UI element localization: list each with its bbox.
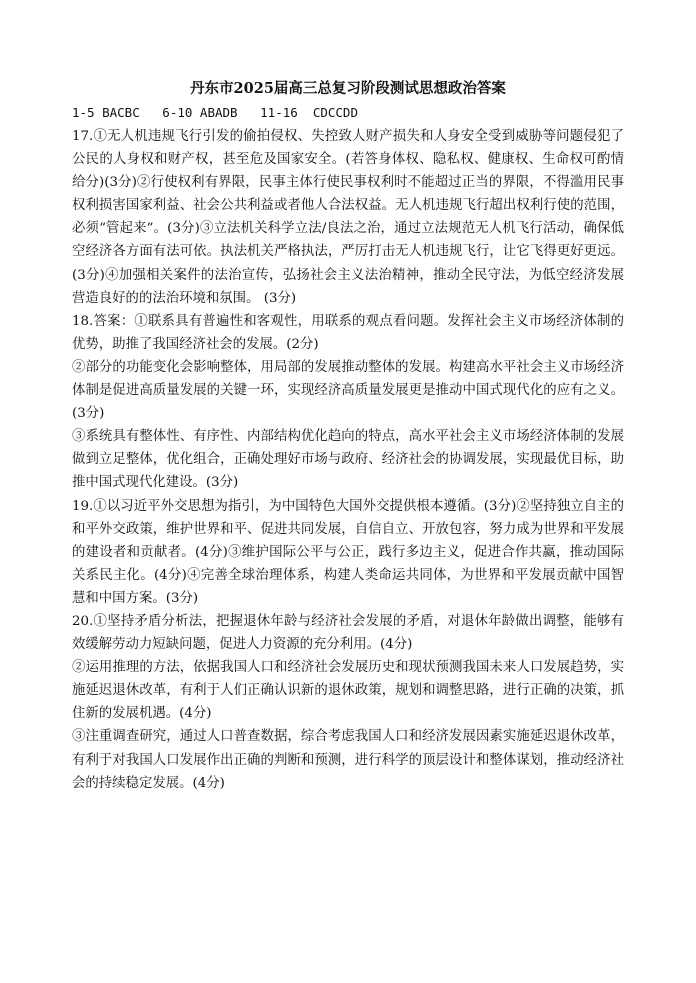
question-20-answer-part-2: ②运用推理的方法，依据我国人口和经济社会发展历史和现状预测我国未来人口发展趋势，实施延迟退休改革，有利于人们正确认识新的退休政策，规划和调整思路，进行正确的决策，抓住新的发展机遇。(4分) xyxy=(72,660,624,722)
question-18-answer-part-1: 18.答案：①联系具有普遍性和客观性，用联系的观点看问题。发挥社会主义市场经济体制的优势，助推了我国经济社会的发展。(2分) xyxy=(72,313,624,352)
answer-sheet xyxy=(72,78,624,795)
question-20-answer-part-1: 20.①坚持矛盾分析法，把握退休年龄与经济社会发展的矛盾，对退休年龄做出调整，能够有效缓解劳动力短缺问题，促进人力资源的充分利用。(4分) xyxy=(72,613,624,653)
page-title: 丹东市2025届高三总复习阶段测试思想政治答案 xyxy=(190,80,506,97)
multiple-choice-answers: 1-5 BACBC 6-10 ABADB 11-16 CDCCDD xyxy=(72,105,358,120)
question-20-answer-part-3: ③注重调查研究，通过人口普查数据，综合考虑我国人口和经济发展因素实施延迟退休改革，有利于对我国人口发展作出正确的判断和预测，进行科学的顶层设计和整体谋划，推动经济社会的持续稳定发展。(4分) xyxy=(72,729,624,791)
question-18-answer-part-3: ③系统具有整体性、有序性、内部结构优化趋向的特点，高水平社会主义市场经济体制的发展做到立足整体，优化组合，正确处理好市场与政府、经济社会的协调发展，实现最优目标，助推中国式现代化建设。(3分) xyxy=(72,429,624,491)
question-18-answer-part-2: ②部分的功能变化会影响整体，用局部的发展推动整体的发展。构建高水平社会主义市场经济体制是促进高质量发展的关键一环，实现经济高质量发展更是推动中国式现代化的应有之义。(3分) xyxy=(72,359,624,422)
question-19-answer: 19.①以习近平外交思想为指引，为中国特色大国外交提供根本遵循。(3分)②坚持独立自主的和平外交政策，维护世界和平、促进共同发展，自信自立、开放包容，努力成为世界和平发展的建设者和贡献者。(4分)③维护国际公平与公正，践行多边主义，促进合作共赢，推动国际关系民主化。(4分)④完善全球治理体系，构建人类命运共同体，为世界和平发展贡献中国智慧和中国方案。(3分) xyxy=(72,498,624,606)
question-17-answer: 17.①无人机违规飞行引发的偷拍侵权、失控致人财产损失和人身安全受到威胁等问题侵犯了公民的人身权和财产权，甚至危及国家安全。(若答身体权、隐私权、健康权、生命权可酌情给分)(3分)②行使权利有界限，民事主体行使民事权利时不能超过正当的界限，不得滥用民事权利损害国家利益、社会公共利益或者他人合法权益。无人机违规飞行超出权利行使的范围，必须“管起来”。(3分)③立法机关科学立法/良法之治，通过立法规范无人机飞行活动，确保低空经济各方面有法可依。执法机关严格执法，严厉打击无人机违规飞行，让它飞得更好更远。(3分)④加强相关案件的法治宣传，弘扬社会主义法治精神，推动全民守法，为低空经济发展营造良好的的法治环境和氛围。 (3分) xyxy=(72,129,624,306)
